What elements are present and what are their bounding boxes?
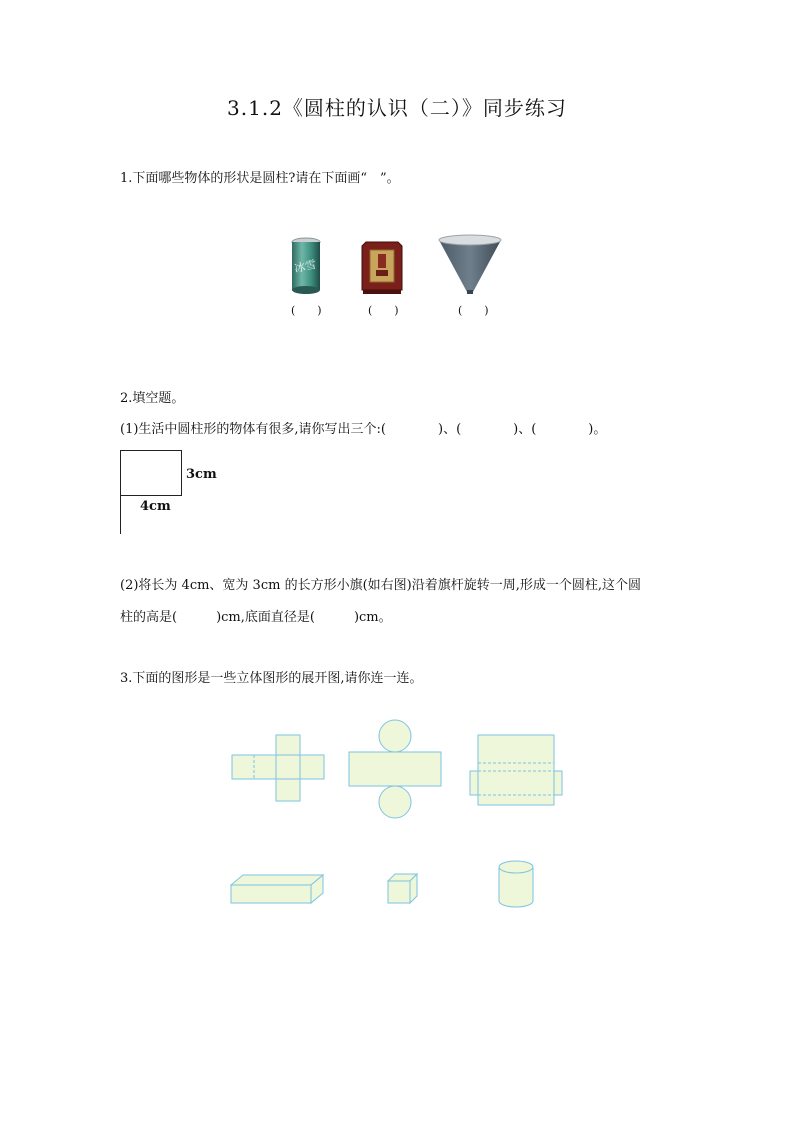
question-2-part-2-line-1: (2)将长为 4cm、宽为 3cm 的长方形小旗(如右图)沿着旗杆旋转一周,形成一个圆柱,这个圆 xyxy=(120,578,641,593)
cuboid-solid-diagram[interactable] xyxy=(229,873,325,905)
question-2-part-1: (1)生活中圆柱形的物体有很多,请你写出三个:( )、( )、( )。 xyxy=(120,422,607,437)
cube-net-diagram[interactable] xyxy=(230,733,326,803)
question-2-heading: 2.填空题。 xyxy=(120,391,185,406)
flag-width-label: 3cm xyxy=(186,467,217,482)
cuboid-net-diagram[interactable] xyxy=(468,733,564,807)
soda-can-image xyxy=(288,236,324,296)
cube-solid-diagram[interactable] xyxy=(386,872,420,906)
page-title: 3.1.2《圆柱的认识（二）》同步练习 xyxy=(227,96,567,120)
flag-diagram xyxy=(118,448,188,538)
pen-holder-image xyxy=(360,236,404,296)
q1-answer-blank-1[interactable]: ( ) xyxy=(291,304,322,317)
q1-answer-blank-2[interactable]: ( ) xyxy=(368,304,399,317)
q1-answer-blank-3[interactable]: ( ) xyxy=(458,304,489,317)
question-2-part-2-line-2: 柱的高是( )cm,底面直径是( )cm。 xyxy=(120,610,392,625)
cylinder-solid-diagram[interactable] xyxy=(496,859,536,909)
svg-text:冰雪: 冰雪 xyxy=(293,257,318,276)
flag-length-label: 4cm xyxy=(140,499,171,514)
funnel-cone-image xyxy=(437,234,503,296)
cylinder-net-diagram[interactable] xyxy=(346,716,442,820)
question-3-prompt: 3.下面的图形是一些立体图形的展开图,请你连一连。 xyxy=(120,671,423,686)
question-1-prompt: 1.下面哪些物体的形状是圆柱?请在下面画“ ”。 xyxy=(120,171,400,186)
